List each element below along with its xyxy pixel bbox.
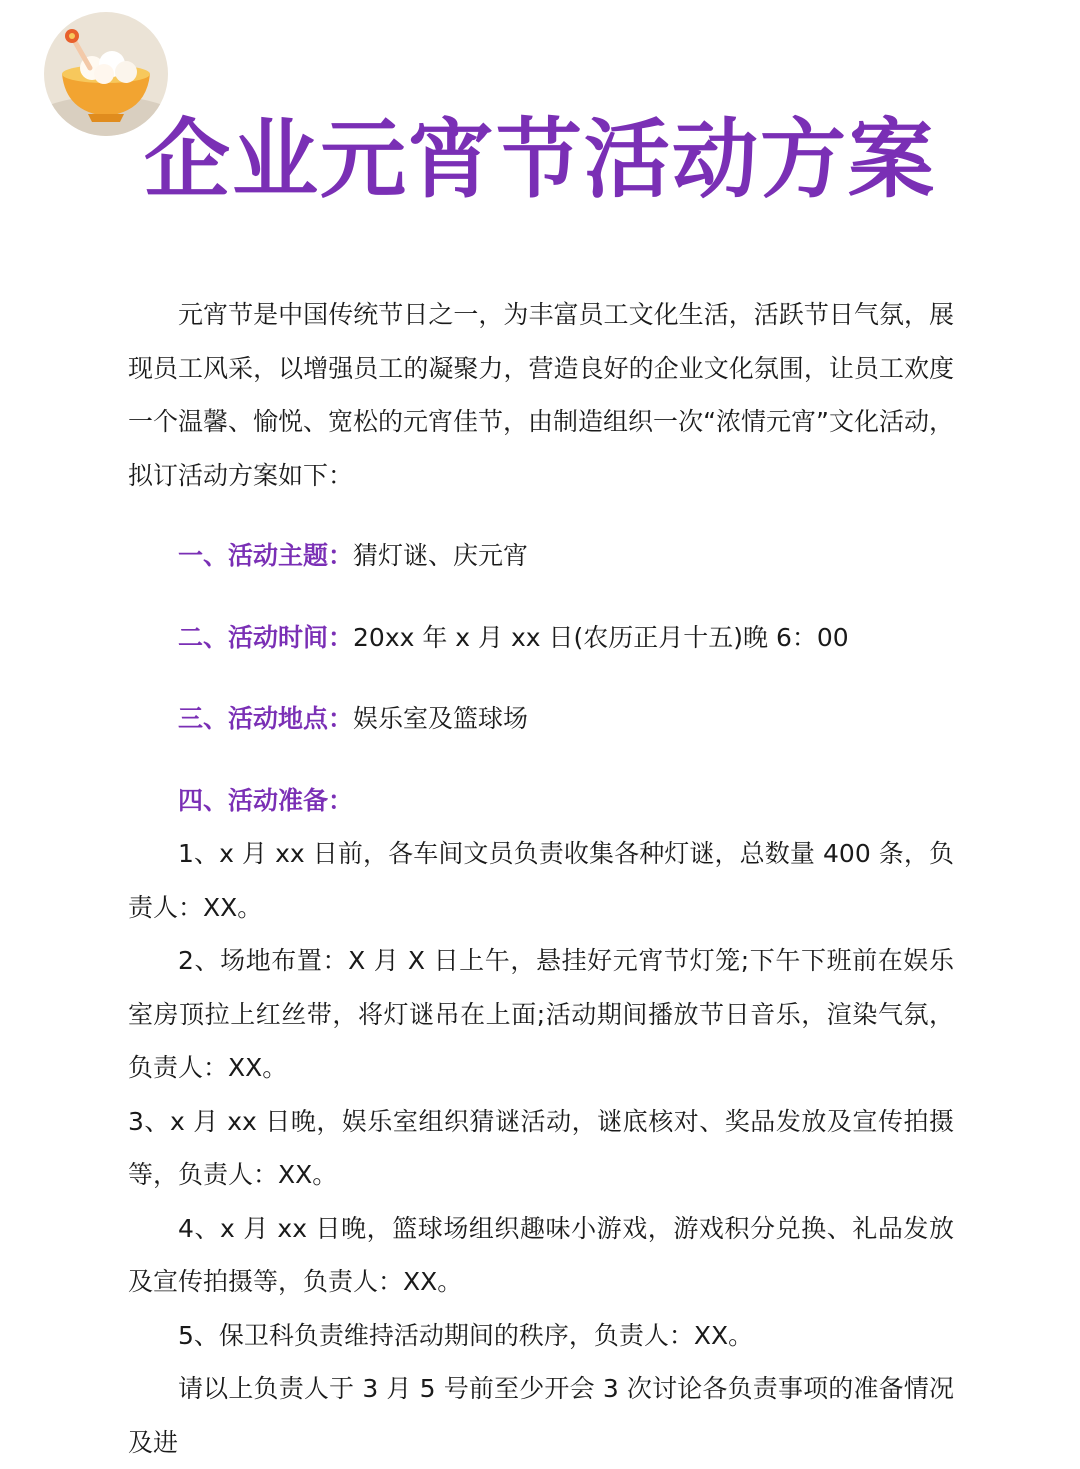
section-label: 二、活动时间： [178,622,354,652]
section-label: 三、活动地点： [178,704,354,733]
intro-paragraph: 元宵节是中国传统节日之一，为丰富员工文化生活，活跃节日气氛，展现员工风采，以增强员工的凝聚力，营造良好的企业文化氛围，让员工欢度一个温馨、愉悦、宽松的元宵佳节，由制造组织一次“浓情元宵”文化活动，拟订活动方案如下： [128,300,954,490]
section-label: 四、活动准备： [178,785,354,815]
prep-item: 4、x 月 xx 日晚，篮球场组织趣味小游戏，游戏积分兑换、礼品发放及宣传拍摄等，负责人：XX。 [128,1213,954,1296]
section-value: 猜灯谜、庆元宵 [353,541,529,570]
prep-item: 3、x 月 xx 日晚，娱乐室组织猜谜活动，谜底核对、奖品发放及宣传拍摄等，负责人：XX。 [128,1106,954,1189]
section-label: 一、活动主题： [178,541,354,570]
section-preparation [128,774,954,828]
prep-item: 5、保卫科负责维持活动期间的秩序，负责人：XX。 [178,1320,754,1350]
page-title: 企业元宵节活动方案 [144,110,936,210]
section-value: 20xx 年 x 月 xx 日(农历正月十五)晚 6：00 [353,622,849,652]
prep-item: 2、场地布置：X 月 X 日上午，悬挂好元宵节灯笼;下午下班前在娱乐室房顶拉上红丝带，将灯谜吊在上面;活动期间播放节日音乐，渲染气氛，负责人：XX。 [128,946,954,1082]
section-location [128,692,954,746]
document-body [128,288,954,1469]
section-theme [128,529,954,583]
closing-paragraph: 请以上负责人于 3 月 5 号前至少开会 3 次讨论各负责事项的准备情况及进 [128,1374,954,1457]
section-value: 娱乐室及篮球场 [353,704,529,733]
section-time [128,611,954,665]
prep-item: 1、x 月 xx 日前，各车间文员负责收集各种灯谜，总数量 400 条，负责人：XX。 [128,839,954,922]
